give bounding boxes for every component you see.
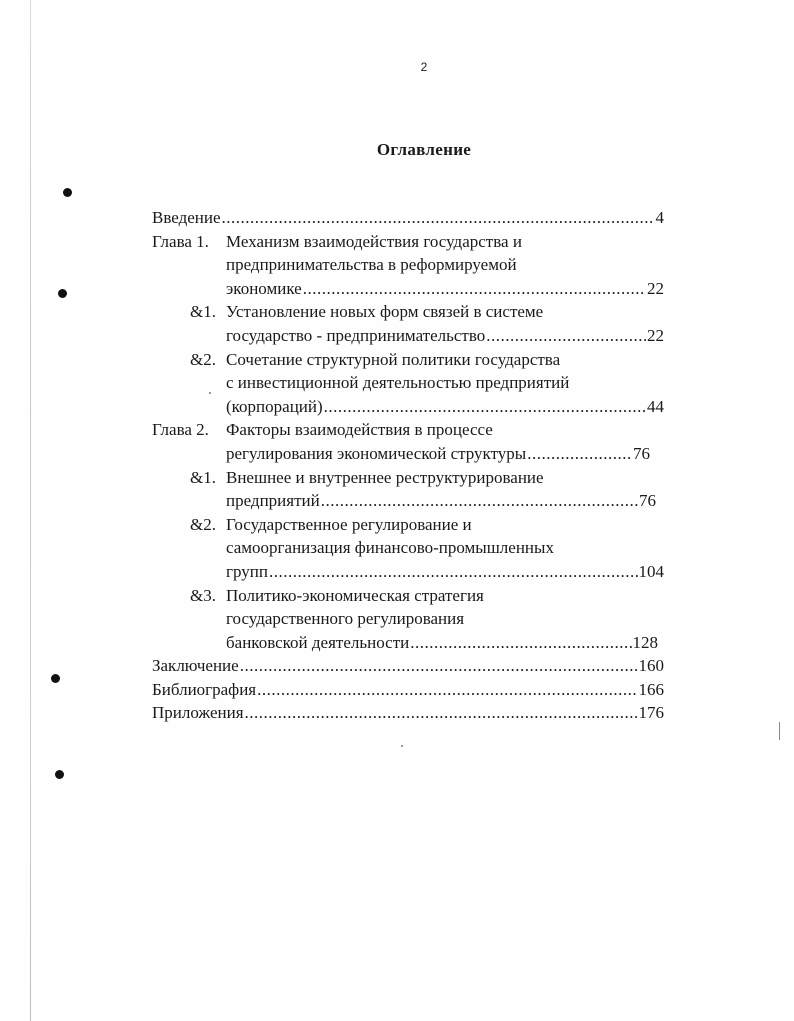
punch-hole-mark: [51, 674, 60, 683]
dot-leader: [269, 560, 638, 584]
toc-entry-ch2-section-1[interactable]: &1. Внешнее и внутреннее реструктурирование предприятий ..... 76: [152, 466, 664, 513]
toc-entry-ch1-section-1[interactable]: &1. Установление новых форм связей в системе государство - предпринимательство ..... 22: [152, 300, 664, 347]
dot-leader: [222, 206, 655, 230]
toc-page-number: 166: [638, 679, 664, 699]
dot-leader: [324, 395, 646, 419]
toc-entry-ch1-section-2[interactable]: &2. Сочетание структурной политики государства с инвестиционной деятельностью предприятий (корпораций) ..... 44: [152, 348, 664, 419]
toc-entry-intro[interactable]: Введение ..... 4: [152, 206, 664, 230]
toc-page-number: 160: [638, 656, 664, 676]
toc-page-number: 22: [647, 278, 664, 298]
dot-leader: [321, 489, 638, 513]
scan-mark: [779, 722, 780, 740]
toc-entry-bibliography[interactable]: Библиография ..... 166: [152, 678, 664, 702]
dot-leader: [527, 442, 632, 466]
punch-hole-mark: [63, 188, 72, 197]
toc-page-number: 4: [655, 208, 664, 227]
table-of-contents: [152, 206, 664, 725]
toc-entry-chapter-2[interactable]: Глава 2. Факторы взаимодействия в процессе регулирования экономической структуры ..... 76: [152, 418, 664, 465]
punch-hole-mark: [55, 770, 64, 779]
dot-leader: [410, 631, 631, 655]
scan-speck: [401, 745, 403, 747]
page-number: 2: [420, 60, 428, 74]
toc-page-number: 76: [633, 443, 650, 463]
toc-entry-ch2-section-2[interactable]: &2. Государственное регулирование и самоорганизация финансово-промышленных групп ..... 104: [152, 513, 664, 584]
dot-leader: [240, 654, 638, 678]
page-title: Оглавление: [376, 140, 472, 159]
toc-page-number: 128: [632, 632, 658, 652]
toc-entry-chapter-1[interactable]: Глава 1. Механизм взаимодействия государства и предпринимательства в реформируемой экономике ..... 22: [152, 230, 664, 301]
toc-page-number: 44: [647, 396, 664, 416]
toc-page-number: 176: [638, 703, 664, 723]
dot-leader: [257, 678, 637, 702]
toc-page-number: 104: [638, 561, 664, 581]
toc-entry-appendices[interactable]: Приложения ..... 176: [152, 701, 664, 725]
dot-leader: [486, 324, 646, 348]
toc-page-number: 22: [647, 325, 664, 345]
dot-leader: [303, 277, 646, 301]
toc-entry-ch2-section-3[interactable]: &3. Политико-экономическая стратегия государственного регулирования банковской деятельности ..... 128: [152, 584, 664, 655]
toc-entry-conclusion[interactable]: Заключение ..... 160: [152, 654, 664, 678]
dot-leader: [245, 701, 638, 725]
punch-hole-mark: [58, 289, 67, 298]
toc-page-number: 76: [639, 491, 656, 511]
